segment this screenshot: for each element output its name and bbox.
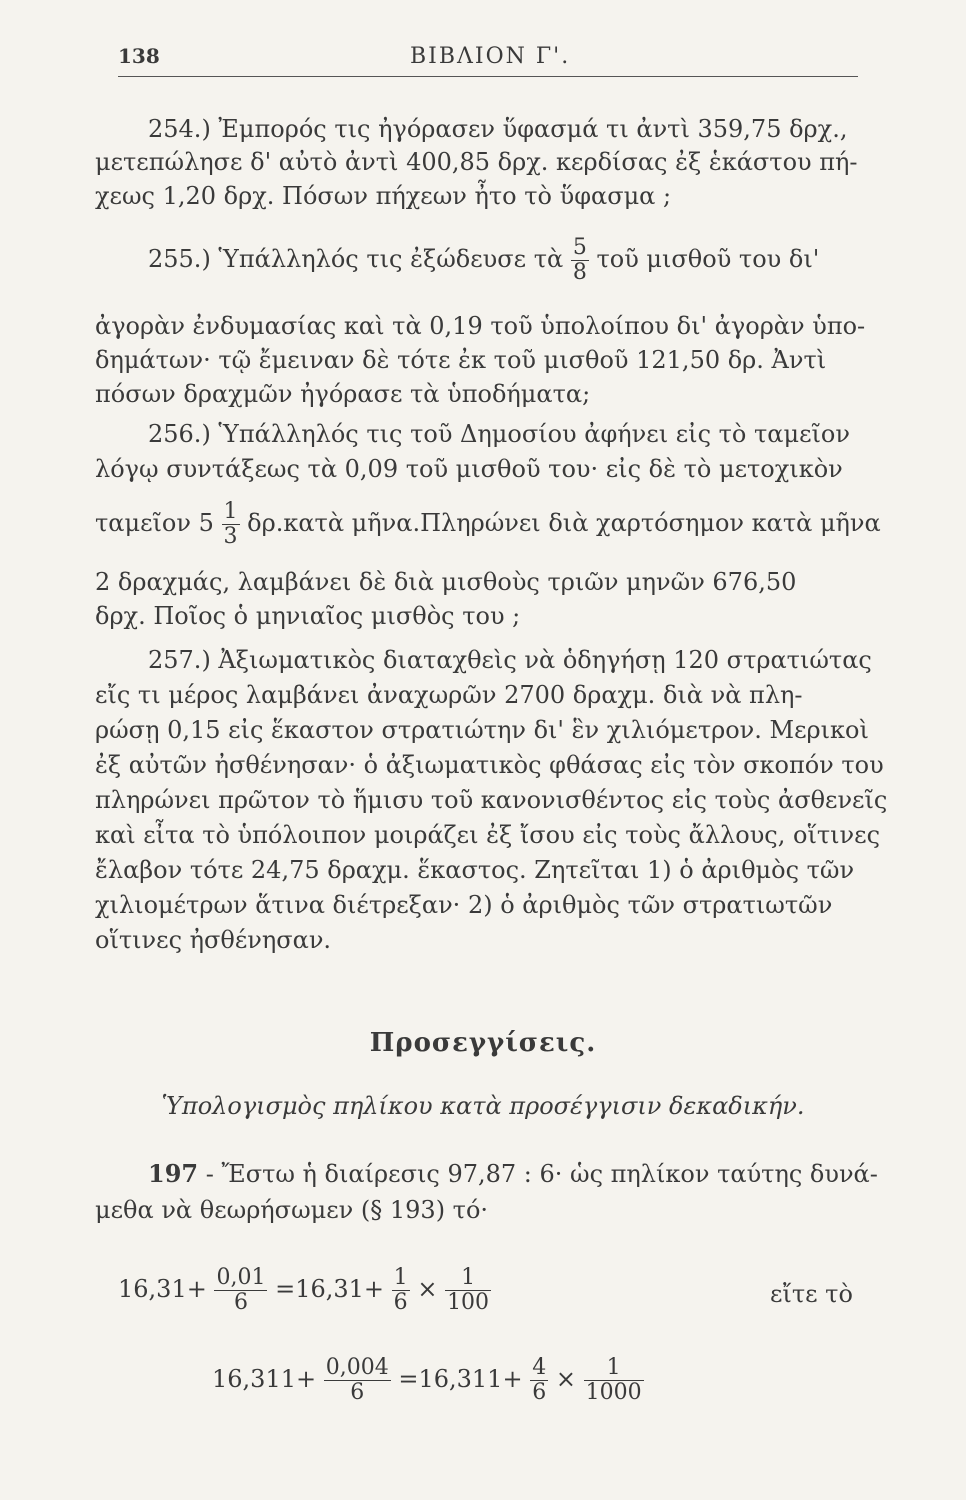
page-number: 138 xyxy=(118,44,160,68)
fraction-numerator: 1 xyxy=(461,1265,476,1290)
problem-257-line-9: οἵτινες ἠσθένησαν. xyxy=(95,926,332,954)
formula-2-fraction-2 xyxy=(530,1356,548,1405)
formula-1-fraction-1 xyxy=(214,1266,267,1315)
fraction-numerator: 0,004 xyxy=(325,1355,389,1380)
problem-256-text-a: ταμεῖον 5 xyxy=(95,509,214,537)
formula-1-fraction-2 xyxy=(392,1266,410,1315)
problem-256-line-1: 256.) Ὑπάλληλός τις τοῦ Δημοσίου ἀφήνει εἰς τὸ ταμεῖον xyxy=(148,420,850,448)
problem-255-line-4: πόσων δραχμῶν ἠγόρασε τὰ ὑποδήματα; xyxy=(95,380,591,408)
problem-257-line-8: χιλιομέτρων ἅτινα διέτρεξαν· 2) ὁ ἀριθμὸς τῶν στρατιωτῶν xyxy=(95,891,833,919)
section-heading: Προσεγγίσεις. xyxy=(369,1028,597,1058)
paragraph-197-text: - Ἔστω ἡ διαίρεσις 97,87 : 6· ὡς πηλίκον ταύτης δυνά- xyxy=(205,1160,878,1188)
problem-257-line-4: ἐξ αὐτῶν ἠσθένησαν· ὁ ἀξιωματικὸς φθάσας εἰς τὸν σκοπόν του xyxy=(95,751,884,779)
page-header xyxy=(118,38,858,78)
problem-256-line-4: 2 δραχμάς, λαμβάνει δὲ διὰ μισθοὺς τριῶν μηνῶν 676,50 xyxy=(95,568,797,596)
problem-255-line-3: δημάτων· τῷ ἔμειναν δὲ τότε ἐκ τοῦ μισθοῦ 121,50 δρ. Ἀντὶ xyxy=(95,346,827,374)
section-subheading: Ὑπολογισμὸς πηλίκου κατὰ προσέγγισιν δεκαδικήν. xyxy=(161,1092,805,1120)
fraction-denominator: 8 xyxy=(572,260,587,285)
problem-254-line-2: μετεπώλησε δ' αὐτὸ ἀντὶ 400,85 δρχ. κερδίσας ἐξ ἑκάστου πή- xyxy=(95,148,858,176)
fraction-denominator: 6 xyxy=(532,1380,547,1405)
problem-256-line-5: δρχ. Ποῖος ὁ μηνιαῖος μισθὸς του ; xyxy=(95,602,521,630)
formula-1-times: × xyxy=(417,1275,438,1303)
fraction-denominator: 6 xyxy=(214,1290,267,1315)
header-rule xyxy=(118,76,858,77)
formula-2-fraction-3 xyxy=(584,1356,644,1405)
formula-2-term-b: =16,311+ xyxy=(398,1365,523,1393)
formula-2-term-a: 16,311+ xyxy=(212,1365,317,1393)
fraction-numerator: 0,01 xyxy=(216,1265,266,1290)
fraction-numerator: 5 xyxy=(572,235,587,260)
formula-1-term-b: =16,31+ xyxy=(275,1275,385,1303)
fraction-1-3 xyxy=(222,500,240,549)
problem-257-line-6: καὶ εἶτα τὸ ὑπόλοιπον μοιράζει ἐξ ἴσου εἰς τοὺς ἄλλους, οἵτινες xyxy=(95,821,881,849)
problem-255-text-a: 255.) Ὑπάλληλός τις ἐξώδευσε τὰ xyxy=(148,245,564,273)
fraction-denominator: 100 xyxy=(447,1290,490,1315)
fraction-denominator: 3 xyxy=(223,524,238,549)
paragraph-197-line-2: μεθα νὰ θεωρήσωμεν (§ 193) τό· xyxy=(95,1196,489,1224)
problem-257-line-1: 257.) Ἀξιωματικὸς διαταχθεὶς νὰ ὁδηγήσῃ 120 στρατιώτας xyxy=(148,646,872,674)
fraction-numerator: 1 xyxy=(223,499,238,524)
formula-2-fraction-1 xyxy=(324,1356,391,1405)
formula-1-term-a: 16,31+ xyxy=(118,1275,207,1303)
problem-256-line-2: λόγῳ συντάξεως τὰ 0,09 τοῦ μισθοῦ του· εἰς δὲ τὸ μετοχικὸν xyxy=(95,455,843,483)
fraction-denominator: 6 xyxy=(324,1380,391,1405)
formula-1-fraction-3 xyxy=(445,1266,491,1315)
problem-255-line-2: ἀγορὰν ἐνδυμασίας καὶ τὰ 0,19 τοῦ ὑπολοίπου δι' ἀγορὰν ὑπο- xyxy=(95,312,866,340)
problem-256-line-3 xyxy=(95,500,881,549)
problem-257-line-7: ἔλαβον τότε 24,75 δραχμ. ἕκαστος. Ζητεῖται 1) ὁ ἀριθμὸς τῶν xyxy=(95,856,855,884)
fraction-numerator: 4 xyxy=(532,1355,547,1380)
fraction-numerator: 1 xyxy=(393,1265,408,1290)
problem-257-line-5: πληρώνει πρῶτον τὸ ἥμισυ τοῦ κανονισθέντος εἰς τοὺς ἀσθενεῖς xyxy=(95,786,888,814)
problem-254-line-1: 254.) Ἐμπορός τις ἠγόρασεν ὕφασμά τι ἀντὶ 359,75 δρχ., xyxy=(148,115,848,143)
paragraph-number: 197 xyxy=(148,1159,199,1188)
problem-257-line-3: ρώσῃ 0,15 εἰς ἕκαστον στρατιώτην δι' ἓν χιλιόμετρον. Μερικοὶ xyxy=(95,716,869,744)
problem-257-line-2: εἴς τι μέρος λαμβάνει ἀναχωρῶν 2700 δραχμ. διὰ νὰ πλη- xyxy=(95,681,803,709)
fraction-denominator: 1000 xyxy=(585,1380,642,1405)
formula-2 xyxy=(212,1356,644,1405)
fraction-numerator: 1 xyxy=(606,1355,621,1380)
fraction-denominator: 6 xyxy=(393,1290,408,1315)
running-title: ΒΙΒΛΙΟΝ Γ'. xyxy=(410,44,571,69)
paragraph-197-line-1 xyxy=(148,1160,878,1188)
problem-256-text-b: δρ.κατὰ μῆνα.Πληρώνει διὰ χαρτόσημον κατὰ μῆνα xyxy=(247,509,881,537)
formula-1 xyxy=(118,1266,491,1315)
formula-2-times: × xyxy=(555,1365,576,1393)
problem-254-line-3: χεως 1,20 δρχ. Πόσων πήχεων ἦτο τὸ ὕφασμα ; xyxy=(95,182,672,210)
formula-1-tail: εἴτε τὸ xyxy=(770,1280,853,1308)
problem-255-line-1 xyxy=(148,236,819,285)
fraction-5-8 xyxy=(571,236,589,285)
problem-255-text-b: τοῦ μισθοῦ του δι' xyxy=(596,245,820,273)
